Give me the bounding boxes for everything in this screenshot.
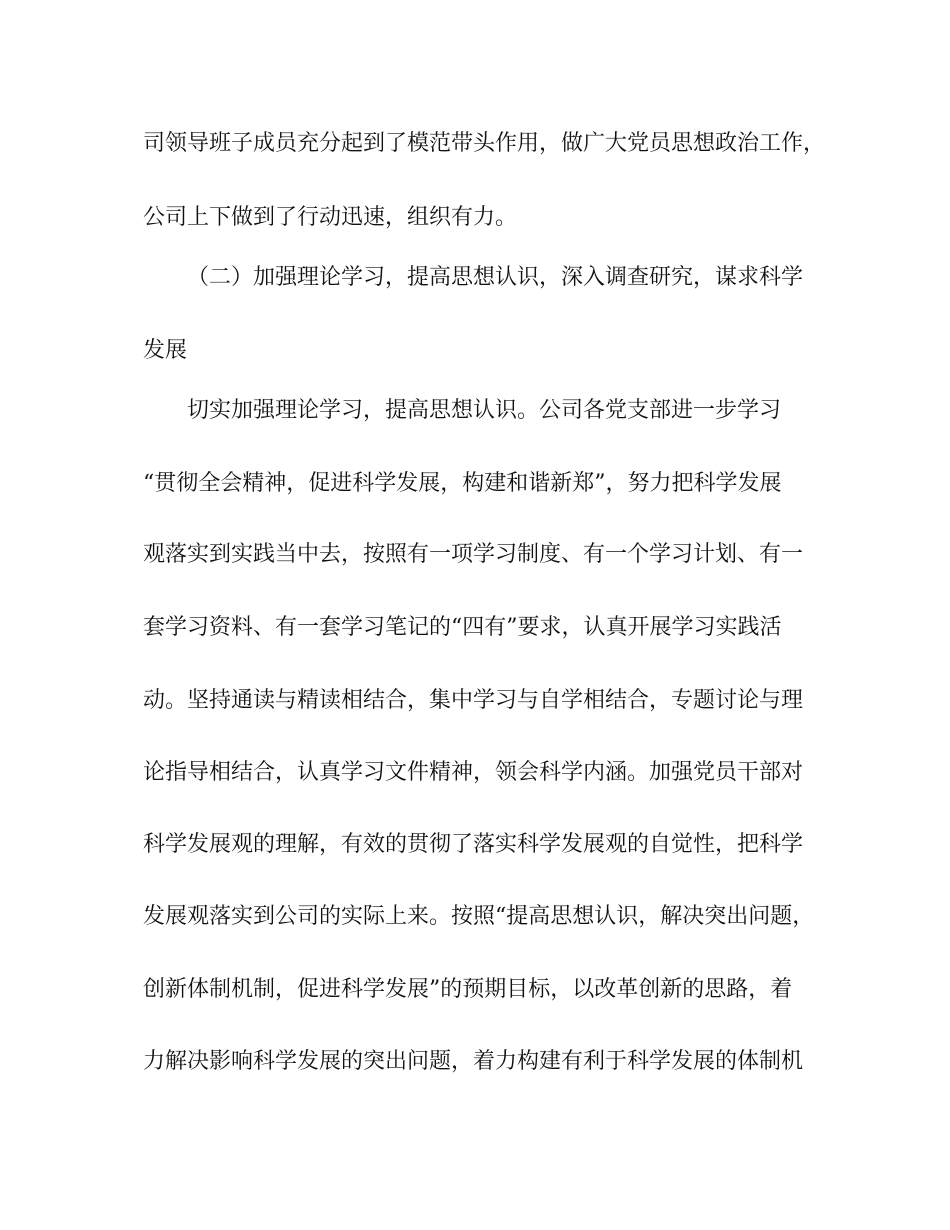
text-line: 套学习资料、有一套学习笔记的“四有”要求，认真开展学习实践活 — [143, 615, 782, 640]
text-line: 力解决影响科学发展的突出问题，着力构建有利于科学发展的体制机 — [143, 1049, 804, 1074]
text-line: 动。坚持通读与精读相结合，集中学习与自学相结合，专题讨论与理 — [143, 688, 804, 713]
section-heading: （二）加强理论学习，提高思想认识，深入调查研究，谋求科学 — [187, 265, 804, 290]
section-heading-continued: 发展 — [143, 338, 188, 363]
text-line: 创新体制机制，促进科学发展”的预期目标，以改革创新的思路，着 — [143, 977, 793, 1002]
text-line: 发展观落实到公司的实际上来。按照“提高思想认识，解决突出问题， — [143, 904, 815, 929]
paragraph-first-line: 切实加强理论学习，提高思想认识。公司各党支部进一步学习 — [187, 398, 782, 423]
text-line: “贯彻全会精神，促进科学发展，构建和谐新郑”，努力把科学发展 — [143, 471, 782, 496]
text-line: 科学发展观的理解，有效的贯彻了落实科学发展观的自觉性，把科学 — [143, 832, 804, 857]
text-line: 公司上下做到了行动迅速，组织有力。 — [143, 205, 518, 230]
text-line: 观落实到实践当中去，按照有一项学习制度、有一个学习计划、有一 — [143, 542, 804, 567]
text-line: 论指导相结合，认真学习文件精神，领会科学内涵。加强党员干部对 — [143, 760, 804, 785]
text-line: 司领导班子成员充分起到了模范带头作用，做广大党员思想政治工作， — [143, 131, 826, 156]
